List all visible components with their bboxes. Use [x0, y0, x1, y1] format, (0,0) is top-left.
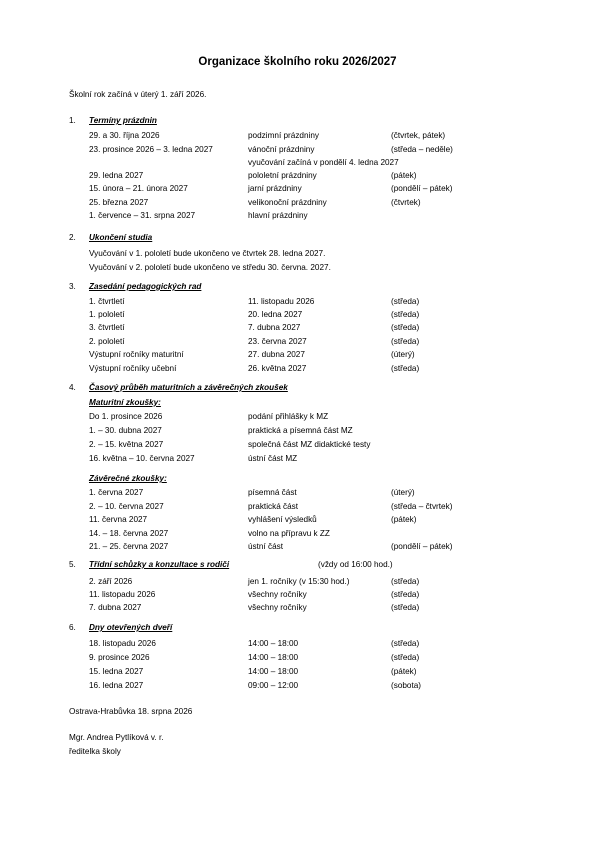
section-5-number: 5.	[69, 560, 76, 569]
table-cell: ústní část MZ	[248, 454, 298, 463]
table-row: 1. června 2027	[89, 488, 144, 497]
table-cell: 14:00 – 18:00	[248, 653, 299, 662]
table-cell: 26. května 2027	[248, 364, 307, 373]
table-cell: volno na přípravu k ZZ	[248, 529, 330, 538]
table-cell: (pondělí – pátek)	[391, 184, 453, 193]
table-row: Výstupní ročníky maturitní	[89, 350, 184, 359]
signature-name: Mgr. Andrea Pytlíková v. r.	[69, 733, 164, 742]
table-cell: jarní prázdniny	[248, 184, 302, 193]
section-3-title: Zasedání pedagogických rad	[89, 282, 202, 291]
table-cell: pololetní prázdniny	[248, 171, 317, 180]
table-cell: (středa)	[391, 603, 420, 612]
table-cell: 27. dubna 2027	[248, 350, 305, 359]
section-6-number: 6.	[69, 623, 76, 632]
section-2-number: 2.	[69, 233, 76, 242]
table-cell: (pátek)	[391, 515, 417, 524]
table-row: 11. listopadu 2026	[89, 590, 156, 599]
table-cell: písemná část	[248, 488, 297, 497]
table-row: 1. – 30. dubna 2027	[89, 426, 162, 435]
table-row: 16. května – 10. června 2027	[89, 454, 195, 463]
table-cell: praktická část	[248, 502, 299, 511]
table-row: 15. ledna 2027	[89, 667, 144, 676]
text-line: Vyučování v 2. pololetí bude ukončeno ve středu 30. června. 2027.	[89, 263, 331, 272]
table-cell: (středa)	[391, 577, 420, 586]
table-cell: (středa)	[391, 639, 420, 648]
table-row: Výstupní ročníky učební	[89, 364, 177, 373]
table-row: 14. – 18. června 2027	[89, 529, 169, 538]
section-5-title: Třídní schůzky a konzultace s rodiči	[89, 560, 230, 569]
table-row: 2. – 10. června 2027	[89, 502, 164, 511]
table-cell: ústní část	[248, 542, 284, 551]
place-date: Ostrava-Hrabůvka 18. srpna 2026	[69, 707, 193, 716]
table-row: 29. a 30. října 2026	[89, 131, 160, 140]
table-cell: 23. června 2027	[248, 337, 307, 346]
table-row: Do 1. prosince 2026	[89, 412, 163, 421]
table-cell: podání přihlášky k MZ	[248, 412, 329, 421]
table-cell: vánoční prázdniny	[248, 145, 315, 154]
table-cell: (středa)	[391, 310, 420, 319]
table-cell: 20. ledna 2027	[248, 310, 303, 319]
table-row: 1. čtvrtletí	[89, 297, 125, 306]
table-cell: (pátek)	[391, 667, 417, 676]
table-cell: (středa – čtvrtek)	[391, 502, 453, 511]
section-1-number: 1.	[69, 116, 76, 125]
zaverecne-subtitle: Závěrečné zkoušky:	[89, 474, 167, 483]
signature-role: ředitelka školy	[69, 747, 121, 756]
intro-text: Školní rok začíná v úterý 1. září 2026.	[69, 90, 207, 99]
table-cell: (středa)	[391, 337, 420, 346]
maturitni-subtitle: Maturitní zkoušky:	[89, 398, 161, 407]
table-cell: hlavní prázdniny	[248, 211, 308, 220]
section-2-title: Ukončení studia	[89, 233, 153, 242]
table-row: 1. pololetí	[89, 310, 125, 319]
table-cell: všechny ročníky	[248, 603, 307, 612]
table-cell: praktická a písemná část MZ	[248, 426, 353, 435]
table-row: 7. dubna 2027	[89, 603, 142, 612]
table-row: 18. listopadu 2026	[89, 639, 156, 648]
text-line: Vyučování v 1. pololetí bude ukončeno ve čtvrtek 28. ledna 2027.	[89, 249, 326, 258]
table-row: 21. – 25. června 2027	[89, 542, 169, 551]
table-cell: jen 1. ročníky (v 15:30 hod.)	[248, 577, 350, 586]
table-row: 23. prosince 2026 – 3. ledna 2027	[89, 145, 213, 154]
table-row: 2. – 15. května 2027	[89, 440, 164, 449]
section-4-number: 4.	[69, 383, 76, 392]
table-cell: (úterý)	[391, 488, 415, 497]
table-cell: vyučování začíná v pondělí 4. ledna 2027	[248, 158, 399, 167]
table-cell: podzimní prázdniny	[248, 131, 319, 140]
table-cell: (středa – neděle)	[391, 145, 453, 154]
section-4-title: Časový průběh maturitních a závěrečných zkoušek	[89, 383, 288, 392]
table-cell: velikonoční prázdniny	[248, 198, 327, 207]
table-row: 29. ledna 2027	[89, 171, 144, 180]
table-cell: vyhlášení výsledků	[248, 515, 317, 524]
table-row: 3. čtvrtletí	[89, 323, 125, 332]
table-row: 25. března 2027	[89, 198, 149, 207]
table-cell: (středa)	[391, 590, 420, 599]
table-cell: 14:00 – 18:00	[248, 667, 299, 676]
table-cell: společná část MZ didaktické testy	[248, 440, 371, 449]
table-cell: (úterý)	[391, 350, 415, 359]
table-cell: (čtvrtek)	[391, 198, 421, 207]
section-5-note: (vždy od 16:00 hod.)	[318, 560, 393, 569]
table-row: 9. prosince 2026	[89, 653, 150, 662]
table-row: 15. února – 21. února 2027	[89, 184, 188, 193]
table-cell: (středa)	[391, 323, 420, 332]
table-cell: (středa)	[391, 653, 420, 662]
section-1-title: Termíny prázdnin	[89, 116, 157, 125]
table-row: 2. září 2026	[89, 577, 133, 586]
table-row: 16. ledna 2027	[89, 681, 144, 690]
table-cell: 14:00 – 18:00	[248, 639, 299, 648]
section-3-number: 3.	[69, 282, 76, 291]
table-row: 11. června 2027	[89, 515, 148, 524]
table-cell: všechny ročníky	[248, 590, 307, 599]
table-cell: (sobota)	[391, 681, 422, 690]
document-title: Organizace školního roku 2026/2027	[198, 56, 397, 68]
table-cell: (středa)	[391, 297, 420, 306]
table-cell: (čtvrtek, pátek)	[391, 131, 446, 140]
table-row: 2. pololetí	[89, 337, 125, 346]
table-cell: 09:00 – 12:00	[248, 681, 299, 690]
table-cell: 11. listopadu 2026	[248, 297, 315, 306]
table-cell: (pátek)	[391, 171, 417, 180]
table-cell: (pondělí – pátek)	[391, 542, 453, 551]
section-6-title: Dny otevřených dveří	[89, 623, 173, 632]
table-cell: (středa)	[391, 364, 420, 373]
table-row: 1. července – 31. srpna 2027	[89, 211, 196, 220]
table-cell: 7. dubna 2027	[248, 323, 301, 332]
